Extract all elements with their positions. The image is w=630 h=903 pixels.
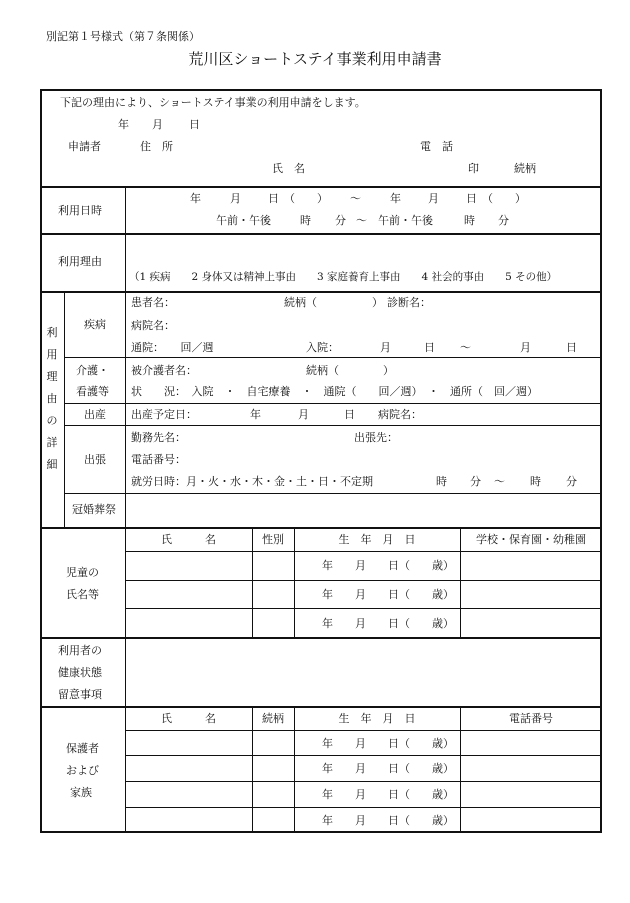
applicant-label: 申請者 [68,140,101,153]
children-col-name: 氏 名 [161,533,216,546]
due-date-label: 出産予定日： [131,408,197,421]
work-end-minute: 分 [566,475,577,488]
column-divider [125,527,126,833]
column-divider [252,706,253,833]
due-day: 日 [344,408,355,421]
admission-tilde: ～ [460,341,471,354]
guardian-birth: 年 月 日（ 歳） [322,737,454,750]
trip-phone-label: 電話番号： [131,453,186,466]
guardian-birth: 年 月 日（ 歳） [322,788,454,801]
admission-start-month: 月 [380,341,391,354]
end-ampm: 午前・午後 [378,214,433,227]
child-birth: 年 月 日（ 歳） [322,559,454,572]
end-day: 日 [466,192,477,205]
start-hour: 時 [300,214,311,227]
column-divider [64,291,65,527]
row-divider [125,807,602,808]
end-weekday: （ ） [482,192,526,205]
row-divider [125,730,602,731]
care-status: 状 況： 入院 ・ 自宅療養 ・ 通院（ 回／週） ・ 通所（ 回／週） [131,385,538,398]
guardian-label-3: 家族 [70,786,92,799]
child-birth: 年 月 日（ 歳） [322,588,454,601]
children-col-sex: 性別 [262,533,284,546]
hospital-label: 病院名： [131,319,175,332]
guardian-label-2: および [66,764,99,777]
work-start-hour: 時 [436,475,447,488]
work-tilde: ～ [494,475,505,488]
admission-label: 入院： [306,341,339,354]
guardian-birth: 年 月 日（ 歳） [322,814,454,827]
name-label: 氏 名 [272,162,305,175]
trip-label: 出張 [84,453,106,466]
children-col-birth: 生 年 月 日 [338,533,416,546]
reason-options: （1 疾病 2 身体又は精神上事由 3 家庭養育上事由 4 社会的事由 5 その他） [129,271,558,283]
date-month: 月 [152,118,163,131]
ceremony-label: 冠婚葬祭 [72,503,116,516]
admission-start-day: 日 [424,341,435,354]
time-tilde: ～ [356,214,367,227]
date-year: 年 [118,118,129,131]
start-day: 日 [268,192,279,205]
guardian-col-phone: 電話番号 [509,712,553,725]
row-divider [64,357,602,358]
details-side-label: 利 用 理 由 の 詳 細 [46,326,58,471]
birth-hospital-label: 病院名： [378,408,422,421]
row-divider [64,425,602,426]
start-month: 月 [230,192,241,205]
guardian-label-1: 保護者 [66,742,99,755]
cared-person-label: 被介護者名： [131,364,197,377]
care-label-1: 介護・ [76,364,109,377]
cared-relation: 続柄（ ） [306,364,394,377]
start-year: 年 [190,192,201,205]
start-ampm: 午前・午後 [216,214,271,227]
form-title: 荒川区ショートステイ事業利用申請書 [188,50,442,68]
children-col-school: 学校・保育園・幼稚園 [476,533,586,546]
care-label-2: 看護等 [76,385,109,398]
child-birth: 年 月 日（ 歳） [322,617,454,630]
column-divider [294,706,295,833]
workplace-label: 勤務先名： [131,431,186,444]
illness-label: 疾病 [84,318,106,331]
work-hours-label: 就労日時：月・火・水・木・金・土・日・不定期 [131,475,373,488]
health-label-3: 留意事項 [58,688,102,701]
row-divider [64,403,602,404]
guardian-col-relation: 続柄 [262,712,284,725]
work-end-hour: 時 [530,475,541,488]
end-year: 年 [390,192,401,205]
guardian-col-birth: 生 年 月 日 [338,712,416,725]
visit-label: 通院： 回／週 [131,341,214,354]
relation-label: 続柄 [514,162,536,175]
date-tilde: ～ [350,192,361,205]
patient-label: 患者名： [131,296,175,309]
use-reason-label: 利用理由 [58,255,102,268]
address-label: 住 所 [140,140,173,153]
seal-mark: 印 [468,162,479,175]
row-divider [125,551,602,552]
start-minute: 分 [335,214,346,227]
column-divider [460,706,461,833]
end-hour: 時 [464,214,475,227]
work-start-minute: 分 [470,475,481,488]
row-divider [125,781,602,782]
diagnosis-label: 診断名： [387,296,431,309]
admission-end-month: 月 [520,341,531,354]
health-label-1: 利用者の [58,644,102,657]
birth-label: 出産 [84,408,106,421]
guardian-col-name: 氏 名 [161,712,216,725]
admission-end-day: 日 [566,341,577,354]
children-label-2: 氏名等 [66,588,99,601]
end-minute: 分 [498,214,509,227]
health-label-2: 健康状態 [58,666,102,679]
form-reference: 別記第１号様式（第７条関係） [46,30,200,43]
patient-relation: 続柄（ ） [284,296,383,309]
use-date-label: 利用日時 [58,204,102,217]
date-day: 日 [189,118,200,131]
guardian-birth: 年 月 日（ 歳） [322,762,454,775]
children-label-1: 児童の [66,566,99,579]
due-year: 年 [250,408,261,421]
end-month: 月 [428,192,439,205]
due-month: 月 [298,408,309,421]
intro-text: 下記の理由により、ショートステイ事業の利用申請をします。 [60,96,366,109]
row-divider [125,580,602,581]
destination-label: 出張先： [354,431,398,444]
row-divider [125,755,602,756]
start-weekday: （ ） [284,192,328,205]
phone-label: 電 話 [420,140,453,153]
row-divider [125,608,602,609]
row-divider [64,493,602,494]
